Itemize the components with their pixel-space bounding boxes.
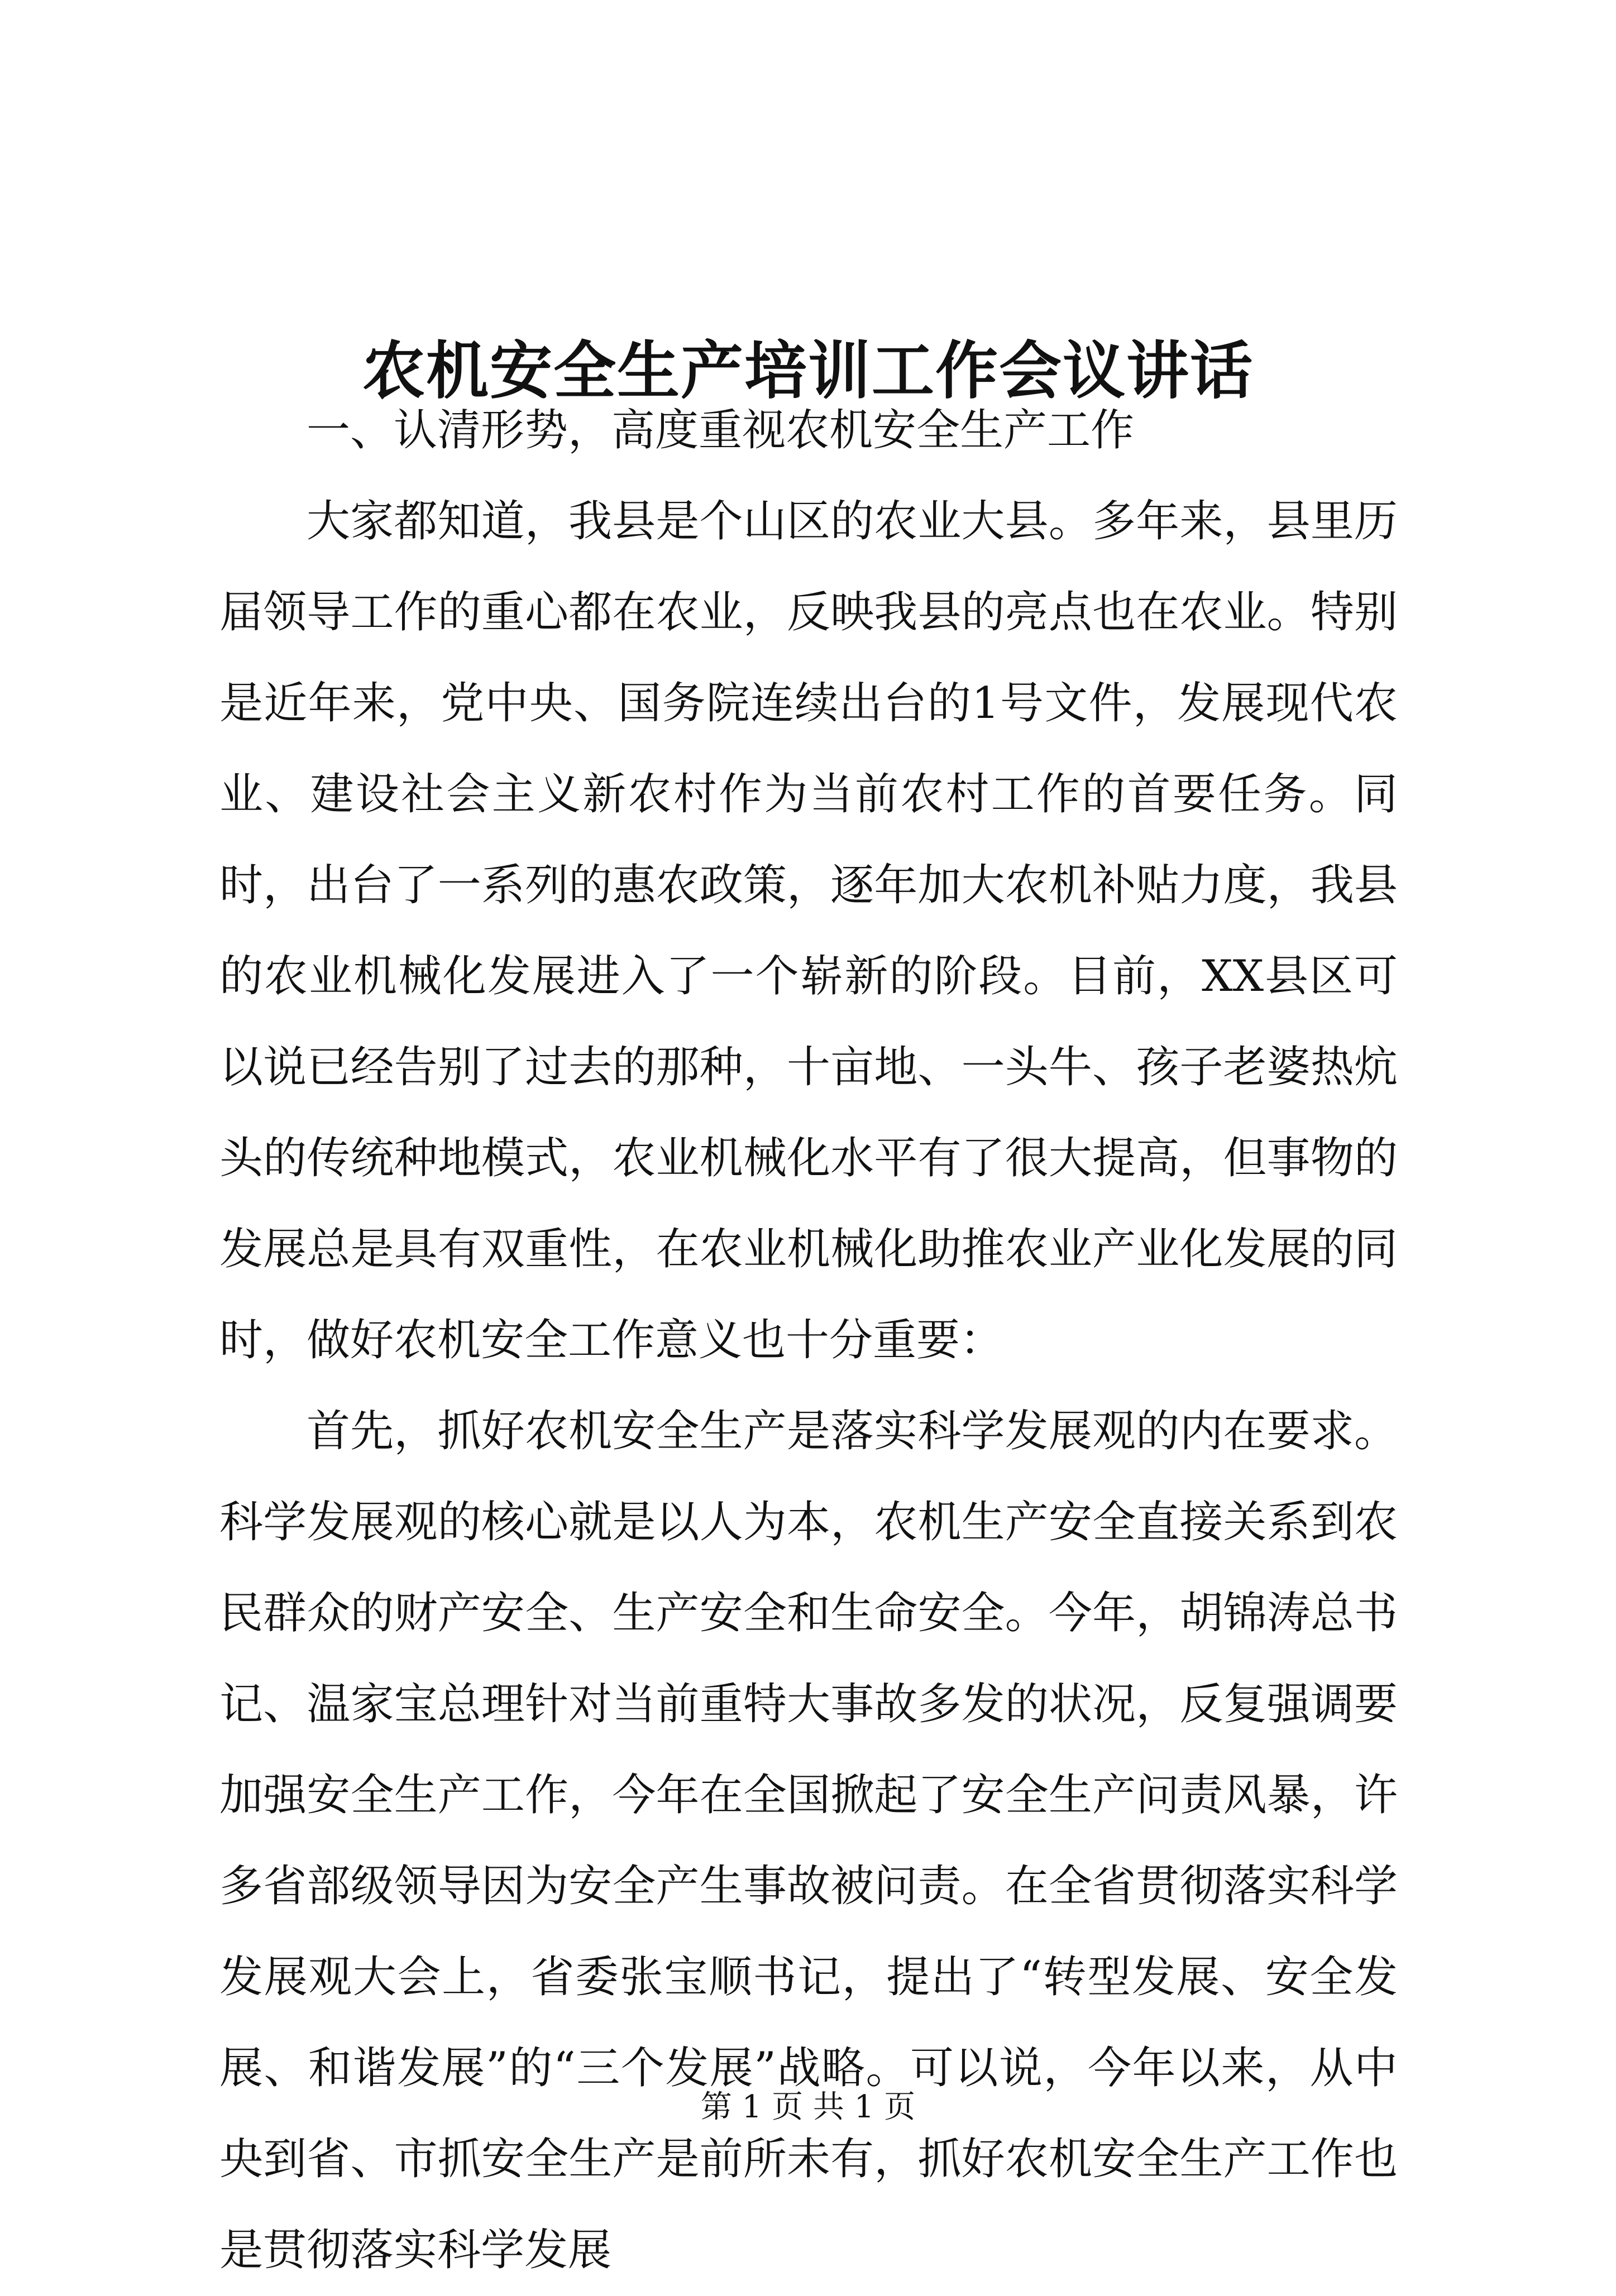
paragraph-1: 大家都知道，我县是个山区的农业大县。多年来，县里历届领导工作的重心都在农业，反映我县的亮点也在农业。特别是近年来，党中央、国务院连续出台的1号文件，发展现代农业、建设社会主义新农村作为当前农村工作的首要任务。同时，出台了一系列的惠农政策，逐年加大农机补贴力度，我县的农业机械化发展进入了一个崭新的阶段。目前，XX县区可以说已经告别了过去的那种，十亩地、一头牛、孩子老婆热炕头的传统种地模式，农业机械化水平有了很大提高，但事物的发展总是具有双重性，在农业机械化助推农业产业化发展的同时，做好农机安全工作意义也十分重要：	[219, 496, 1398, 1365]
document-body	[219, 385, 1398, 2296]
document-title: 农机安全生产培训工作会议讲话	[362, 334, 1254, 408]
section-heading: 一、认清形势，高度重视农机安全生产工作	[307, 405, 1135, 456]
page-number-footer: 第 1 页 共 1 页	[700, 2089, 916, 2125]
paragraph-2: 首先，抓好农机安全生产是落实科学发展观的内在要求。科学发展观的核心就是以人为本，农机生产安全直接关系到农民群众的财产安全、生产安全和生命安全。今年，胡锦涛总书记、温家宝总理针对当前重特大事故多发的状况，反复强调要加强安全生产工作，今年在全国掀起了安全生产问责风暴，许多省部级领导因为安全产生事故被问责。在全省贯彻落实科学发展观大会上，省委张宝顺书记，提出了“转型发展、安全发展、和谐发展”的“三个发展”战略。可以说，今年以来，从中央到省、市抓安全生产是前所未有，抓好农机安全生产工作也是贯彻落实科学发展	[219, 1406, 1398, 2275]
